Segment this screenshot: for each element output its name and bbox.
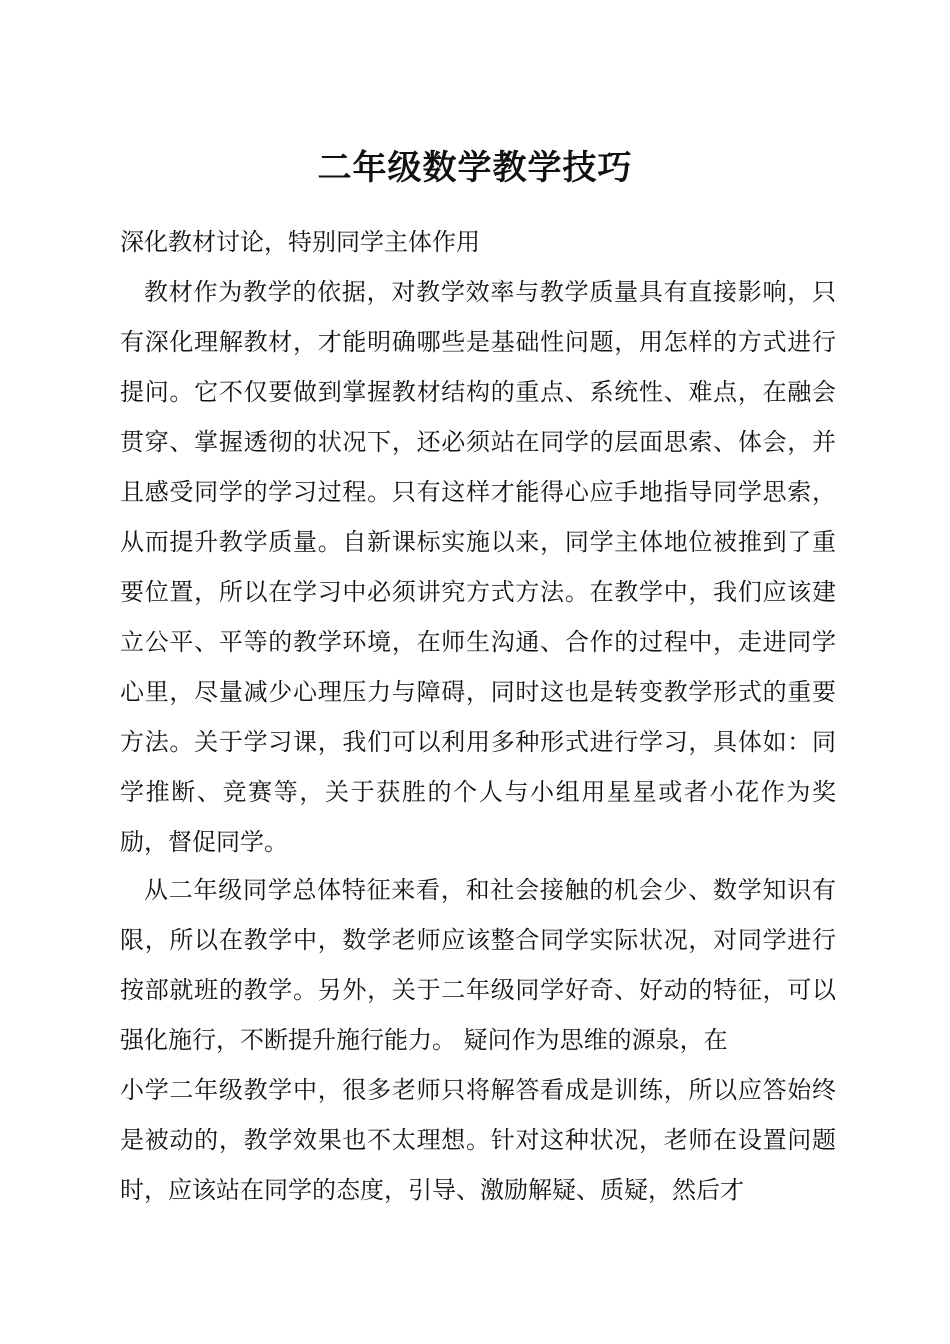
- body-paragraph-2-text: 从二年级同学总体特征来看，和社会接触的机会少、数学知识有限，所以在教学中，数学老师应该整合同学实际状况，对同学进行按部就班的教学。另外，关于二年级同学好奇、好动的特征，可以强化施行，不断提升施行能力。 疑问作为思维的源泉，在: [120, 876, 836, 1054]
- body-paragraph-2-continuation: 小学二年级教学中，很多老师只将解答看成是训练，所以应答始终是被动的，教学效果也不太理想。针对这种状况，老师在设置问题时，应该站在同学的态度，引导、激励解疑、质疑，然后才: [120, 1076, 836, 1204]
- document-title: 二年级数学教学技巧: [317, 148, 633, 188]
- section-heading: 深化教材讨论，特别同学主体作用: [120, 228, 480, 256]
- body-paragraph-1: 教材作为教学的依据，对教学效率与教学质量具有直接影响，只有深化理解教材，才能明确哪些是基础性问题，用怎样的方式进行提问。它不仅要做到掌握教材结构的重点、系统性、难点，在融会贯穿、掌握透彻的状况下，还必须站在同学的层面思索、体会，并且感受同学的学习过程。只有这样才能得心应手地指导同学思索，从而提升教学质量。自新课标实施以来，同学主体地位被推到了重要位置，所以在学习中必须讲究方式方法。在教学中，我们应该建立公平、平等的教学环境，在师生沟通、合作的过程中，走进同学心里，尽量减少心理压力与障碍，同时这也是转变教学形式的重要方法。关于学习课，我们可以利用多种形式进行学习，具体如：同学推断、竞赛等，关于获胜的个人与小组用星星或者小花作为奖励，督促同学。: [120, 278, 836, 856]
- body-paragraph-2: [120, 865, 836, 1215]
